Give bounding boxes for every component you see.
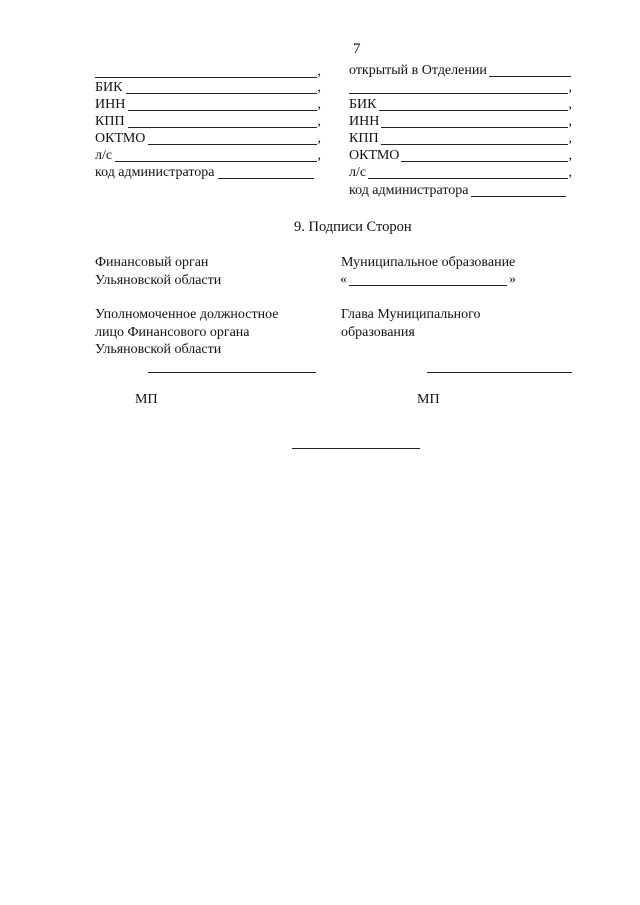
left-account-line: л/с , [95,148,321,163]
right-account-line: л/с , [349,165,572,180]
right-admin-code-line: код администратора [349,183,567,199]
page-number: 7 [353,41,361,57]
oktmo-field [148,132,316,145]
right-kpp-line: КПП , [349,131,572,146]
left-signature-line [148,372,316,373]
inn-field [128,98,316,111]
admin-code-field [471,184,567,197]
account-field [368,166,567,179]
right-inn-line: ИНН , [349,114,572,129]
left-bank-line: , [95,64,321,80]
left-oktmo-line: ОКТМО , [95,131,321,146]
right-signature-line [427,372,572,373]
blank-field [349,81,568,94]
right-signer-line1: Глава Муниципального [341,307,481,322]
right-party-name-line1: Муниципальное образование [341,255,516,270]
left-signer-line3: Ульяновской области [95,342,222,357]
section-title: 9. Подписи Сторон [294,219,412,235]
left-party-name-line2: Ульяновской области [95,273,222,288]
right-signer-line2: образования [341,325,415,340]
right-oktmo-line: ОКТМО , [349,148,572,163]
blank-field [95,65,317,78]
left-signer-line2: лицо Финансового органа [95,325,250,340]
bik-field [126,81,317,94]
kpp-field [128,115,317,128]
account-field [115,149,316,162]
branch-field [489,64,571,77]
closing-separator [292,448,420,449]
oktmo-field [401,149,567,162]
right-stamp-label: МП [417,392,440,407]
admin-code-field [218,166,315,179]
left-stamp-label: МП [135,392,158,407]
left-admin-code-line: код администратора [95,165,315,181]
municipality-name-line: « » [340,272,516,287]
left-party-name-line1: Финансовый орган [95,255,209,270]
left-kpp-line: КПП , [95,114,321,129]
municipality-name-field [349,273,507,286]
left-inn-line: ИНН , [95,97,321,112]
kpp-field [381,132,568,145]
bik-field [379,98,568,111]
left-signer-line1: Уполномоченное должностное [95,307,279,322]
inn-field [381,115,567,128]
right-bik-line: БИК , [349,97,572,112]
right-branch-line: открытый в Отделении [349,63,572,79]
left-bik-line: БИК , [95,80,321,95]
right-bank-line: , [349,80,572,96]
